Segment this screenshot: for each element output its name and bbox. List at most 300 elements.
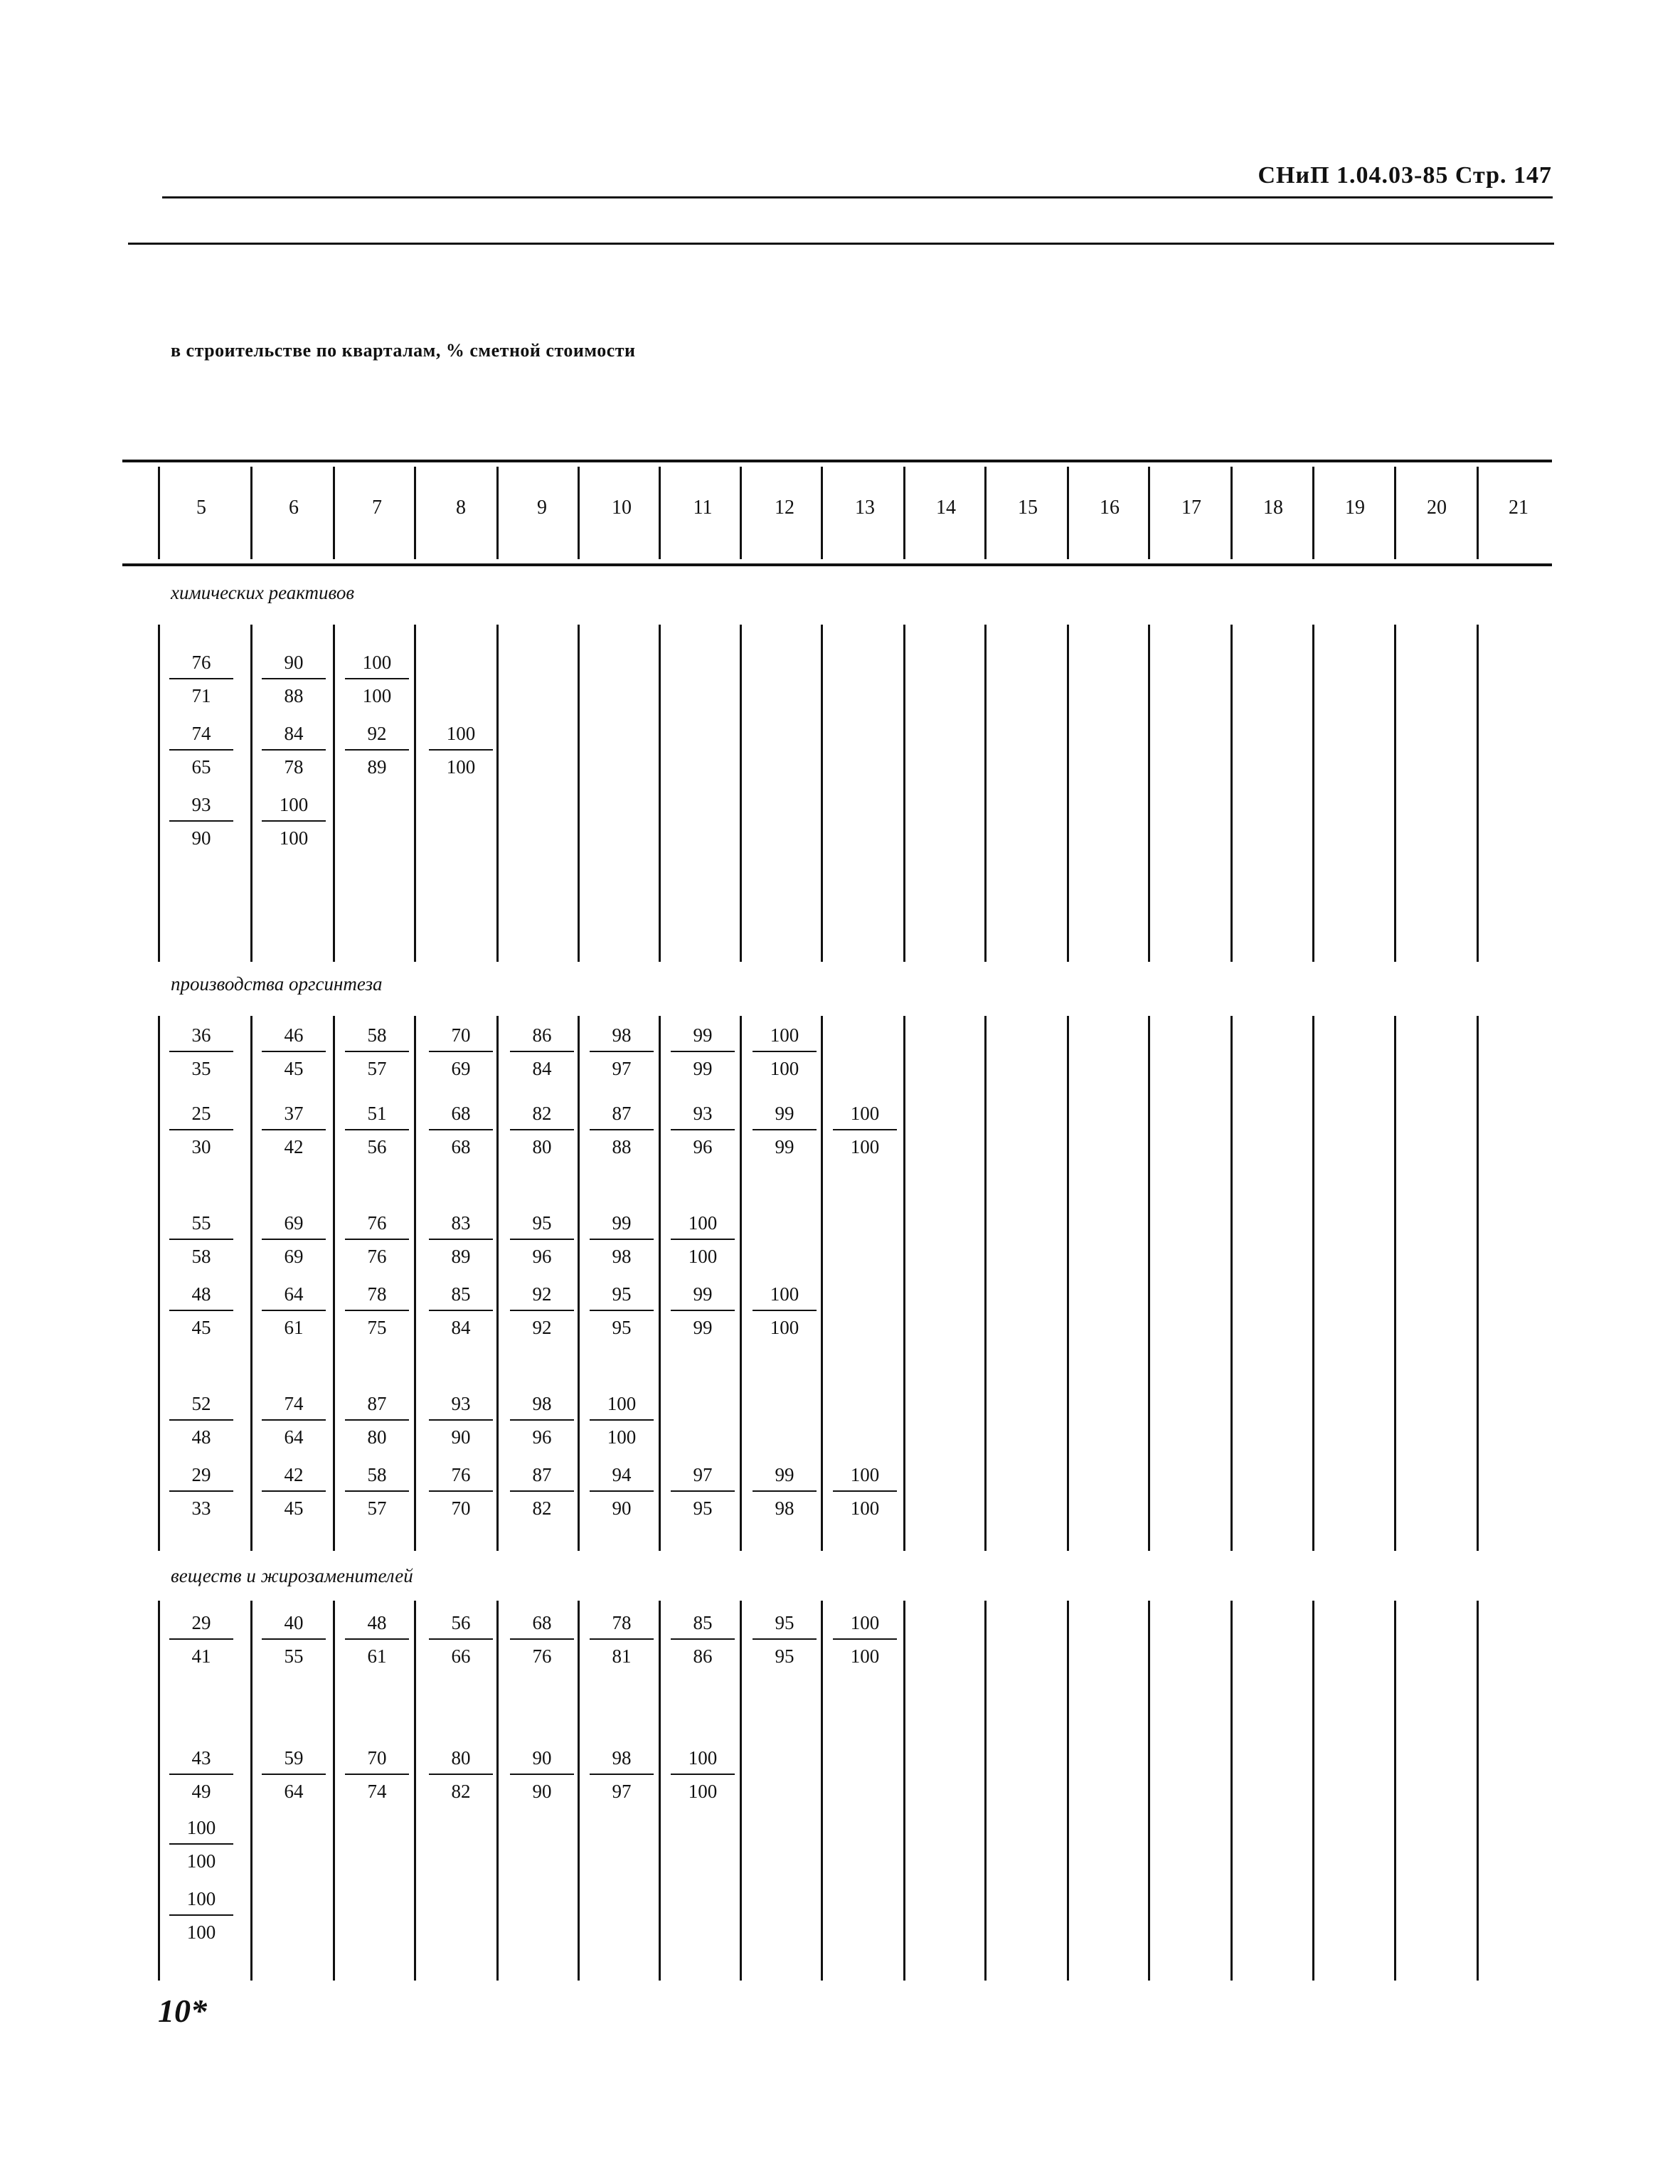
fraction-cell — [169, 1613, 233, 1666]
fraction-cell — [262, 653, 326, 706]
column-divider — [1230, 625, 1233, 962]
section-title: веществ и жирозаменителей — [171, 1565, 413, 1586]
fraction-numerator: 90 — [510, 1749, 574, 1775]
fraction-cell — [429, 1285, 493, 1337]
header-rule — [162, 196, 1553, 198]
column-divider — [821, 625, 823, 962]
fraction-numerator: 64 — [262, 1285, 326, 1311]
column-header: 7 — [372, 497, 382, 519]
fraction-numerator: 100 — [345, 653, 409, 679]
fraction-cell — [262, 795, 326, 848]
fraction-denominator: 45 — [284, 1058, 304, 1079]
fraction-denominator: 100 — [770, 1058, 799, 1079]
fraction-numerator: 92 — [510, 1285, 574, 1311]
fraction-numerator: 36 — [169, 1026, 233, 1052]
fraction-cell — [510, 1285, 574, 1337]
fraction-cell — [345, 1104, 409, 1157]
fraction-numerator: 93 — [169, 795, 233, 822]
fraction-cell — [169, 1465, 233, 1518]
fraction-denominator: 61 — [367, 1645, 387, 1667]
fraction-denominator: 99 — [693, 1317, 713, 1338]
fraction-cell — [510, 1465, 574, 1518]
column-divider — [740, 1016, 742, 1551]
fraction-numerator: 80 — [429, 1749, 493, 1775]
column-divider — [414, 625, 416, 962]
fraction-cell — [510, 1214, 574, 1266]
column-header: 14 — [936, 497, 956, 519]
column-divider — [250, 625, 252, 962]
fraction-denominator: 97 — [612, 1058, 632, 1079]
fraction-cell — [510, 1104, 574, 1157]
fraction-denominator: 100 — [688, 1781, 718, 1802]
fraction-denominator: 100 — [186, 1921, 216, 1943]
fraction-cell — [671, 1613, 735, 1666]
column-divider — [903, 467, 905, 559]
fraction-denominator: 97 — [612, 1781, 632, 1802]
fraction-cell — [429, 724, 493, 777]
fraction-numerator: 43 — [169, 1749, 233, 1775]
fraction-denominator: 82 — [532, 1497, 552, 1519]
fraction-cell — [671, 1285, 735, 1337]
column-divider — [659, 1601, 661, 1981]
column-divider — [333, 1016, 335, 1551]
column-divider — [158, 467, 160, 559]
column-divider — [984, 625, 987, 962]
fraction-denominator: 96 — [693, 1136, 713, 1157]
fraction-denominator: 100 — [688, 1246, 718, 1267]
column-divider — [1148, 625, 1150, 962]
fraction-numerator: 99 — [671, 1026, 735, 1052]
column-divider — [1312, 625, 1314, 962]
fraction-cell — [169, 1818, 233, 1871]
fraction-denominator: 45 — [191, 1317, 211, 1338]
fraction-numerator: 99 — [753, 1465, 817, 1492]
column-divider — [1394, 625, 1396, 962]
column-divider — [1148, 1601, 1150, 1981]
column-header: 13 — [855, 497, 875, 519]
fraction-denominator: 70 — [451, 1497, 471, 1519]
column-divider — [414, 1016, 416, 1551]
fraction-denominator: 95 — [693, 1497, 713, 1519]
column-divider — [333, 625, 335, 962]
column-divider — [903, 1601, 905, 1981]
fraction-numerator: 100 — [833, 1104, 897, 1130]
fraction-numerator: 76 — [345, 1214, 409, 1240]
fraction-numerator: 97 — [671, 1465, 735, 1492]
fraction-cell — [833, 1613, 897, 1666]
fraction-numerator: 52 — [169, 1394, 233, 1421]
fraction-denominator: 100 — [362, 685, 392, 706]
fraction-numerator: 29 — [169, 1465, 233, 1492]
fraction-cell — [345, 1613, 409, 1666]
column-divider — [740, 1601, 742, 1981]
fraction-cell — [169, 653, 233, 706]
table-top-rule — [122, 460, 1552, 462]
header-rule-2 — [128, 243, 1554, 245]
fraction-cell — [671, 1749, 735, 1801]
column-divider — [158, 1601, 160, 1981]
fraction-numerator: 100 — [671, 1214, 735, 1240]
section-title: химических реактивов — [171, 582, 355, 603]
column-divider — [1230, 1601, 1233, 1981]
fraction-numerator: 76 — [429, 1465, 493, 1492]
fraction-numerator: 100 — [671, 1749, 735, 1775]
fraction-numerator: 37 — [262, 1104, 326, 1130]
fraction-cell — [590, 1104, 654, 1157]
fraction-cell — [345, 1285, 409, 1337]
fraction-denominator: 84 — [451, 1317, 471, 1338]
fraction-numerator: 56 — [429, 1613, 493, 1640]
column-header: 5 — [196, 497, 206, 519]
fraction-denominator: 88 — [284, 685, 304, 706]
fraction-cell — [671, 1026, 735, 1078]
fraction-cell — [262, 1749, 326, 1801]
fraction-denominator: 81 — [612, 1645, 632, 1667]
fraction-cell — [510, 1749, 574, 1801]
fraction-denominator: 100 — [850, 1497, 880, 1519]
fraction-cell — [671, 1465, 735, 1518]
fraction-cell — [429, 1104, 493, 1157]
fraction-numerator: 100 — [833, 1613, 897, 1640]
fraction-cell — [169, 795, 233, 848]
fraction-cell — [345, 724, 409, 777]
fraction-denominator: 80 — [367, 1426, 387, 1448]
column-divider — [333, 1601, 335, 1981]
fraction-denominator: 76 — [367, 1246, 387, 1267]
section-title: производства оргсинтеза — [171, 973, 383, 995]
fraction-cell — [169, 1889, 233, 1942]
fraction-denominator: 90 — [532, 1781, 552, 1802]
fraction-numerator: 83 — [429, 1214, 493, 1240]
column-divider — [821, 1016, 823, 1551]
fraction-denominator: 86 — [693, 1645, 713, 1667]
column-divider — [158, 1016, 160, 1551]
fraction-denominator: 88 — [612, 1136, 632, 1157]
fraction-numerator: 69 — [262, 1214, 326, 1240]
fraction-denominator: 100 — [850, 1136, 880, 1157]
fraction-numerator: 85 — [671, 1613, 735, 1640]
fraction-denominator: 71 — [191, 685, 211, 706]
fraction-numerator: 95 — [590, 1285, 654, 1311]
fraction-denominator: 100 — [186, 1850, 216, 1872]
column-divider — [740, 467, 742, 559]
fraction-numerator: 46 — [262, 1026, 326, 1052]
fraction-cell — [753, 1613, 817, 1666]
fraction-denominator: 90 — [612, 1497, 632, 1519]
fraction-numerator: 51 — [345, 1104, 409, 1130]
fraction-cell — [429, 1394, 493, 1447]
column-divider — [1477, 1601, 1479, 1981]
fraction-denominator: 100 — [850, 1645, 880, 1667]
column-header: 18 — [1263, 497, 1283, 519]
fraction-cell — [345, 1394, 409, 1447]
fraction-denominator: 48 — [191, 1426, 211, 1448]
fraction-cell — [262, 1214, 326, 1266]
column-divider — [1148, 467, 1150, 559]
column-divider — [1067, 467, 1069, 559]
fraction-denominator: 35 — [191, 1058, 211, 1079]
fraction-denominator: 100 — [607, 1426, 637, 1448]
fraction-denominator: 90 — [191, 827, 211, 849]
fraction-cell — [429, 1749, 493, 1801]
fraction-numerator: 100 — [753, 1026, 817, 1052]
column-divider — [903, 1016, 905, 1551]
fraction-denominator: 75 — [367, 1317, 387, 1338]
fraction-cell — [169, 1214, 233, 1266]
fraction-cell — [262, 1394, 326, 1447]
fraction-cell — [590, 1465, 654, 1518]
fraction-numerator: 95 — [510, 1214, 574, 1240]
fraction-denominator: 66 — [451, 1645, 471, 1667]
fraction-numerator: 68 — [429, 1104, 493, 1130]
fraction-denominator: 84 — [532, 1058, 552, 1079]
fraction-denominator: 99 — [775, 1136, 794, 1157]
fraction-cell — [590, 1214, 654, 1266]
column-divider — [1230, 1016, 1233, 1551]
column-header: 17 — [1181, 497, 1201, 519]
fraction-cell — [429, 1613, 493, 1666]
column-divider — [1312, 1601, 1314, 1981]
column-divider — [1067, 625, 1069, 962]
column-header: 15 — [1018, 497, 1038, 519]
fraction-numerator: 100 — [429, 724, 493, 751]
fraction-numerator: 87 — [590, 1104, 654, 1130]
fraction-denominator: 45 — [284, 1497, 304, 1519]
column-divider — [250, 1601, 252, 1981]
fraction-denominator: 100 — [770, 1317, 799, 1338]
fraction-denominator: 64 — [284, 1781, 304, 1802]
fraction-denominator: 96 — [532, 1426, 552, 1448]
column-divider — [496, 1016, 499, 1551]
fraction-cell — [262, 1465, 326, 1518]
fraction-cell — [590, 1285, 654, 1337]
fraction-denominator: 56 — [367, 1136, 387, 1157]
column-divider — [496, 625, 499, 962]
fraction-denominator: 78 — [284, 756, 304, 778]
column-divider — [984, 1601, 987, 1981]
fraction-cell — [345, 1749, 409, 1801]
fraction-denominator: 100 — [279, 827, 309, 849]
fraction-denominator: 95 — [612, 1317, 632, 1338]
fraction-numerator: 90 — [262, 653, 326, 679]
fraction-cell — [262, 1026, 326, 1078]
column-divider — [1394, 1601, 1396, 1981]
fraction-denominator: 58 — [191, 1246, 211, 1267]
column-divider — [903, 625, 905, 962]
column-header: 6 — [289, 497, 299, 519]
fraction-denominator: 33 — [191, 1497, 211, 1519]
column-divider — [659, 467, 661, 559]
page-number: 10* — [158, 1993, 207, 2029]
fraction-numerator: 100 — [753, 1285, 817, 1311]
fraction-numerator: 98 — [590, 1026, 654, 1052]
fraction-numerator: 40 — [262, 1613, 326, 1640]
fraction-numerator: 93 — [671, 1104, 735, 1130]
fraction-cell — [753, 1104, 817, 1157]
fraction-denominator: 98 — [612, 1246, 632, 1267]
fraction-numerator: 78 — [345, 1285, 409, 1311]
column-header: 11 — [693, 497, 713, 519]
fraction-denominator: 55 — [284, 1645, 304, 1667]
column-divider — [1394, 467, 1396, 559]
fraction-denominator: 98 — [775, 1497, 794, 1519]
fraction-denominator: 69 — [284, 1246, 304, 1267]
fraction-denominator: 92 — [532, 1317, 552, 1338]
fraction-numerator: 74 — [262, 1394, 326, 1421]
fraction-numerator: 25 — [169, 1104, 233, 1130]
fraction-cell — [590, 1026, 654, 1078]
column-divider — [984, 467, 987, 559]
fraction-numerator: 100 — [169, 1889, 233, 1916]
fraction-denominator: 99 — [693, 1058, 713, 1079]
fraction-numerator: 70 — [345, 1749, 409, 1775]
fraction-numerator: 59 — [262, 1749, 326, 1775]
fraction-cell — [169, 1285, 233, 1337]
fraction-numerator: 98 — [510, 1394, 574, 1421]
fraction-numerator: 100 — [262, 795, 326, 822]
fraction-cell — [169, 1749, 233, 1801]
column-divider — [984, 1016, 987, 1551]
column-header: 16 — [1100, 497, 1120, 519]
column-divider — [821, 467, 823, 559]
fraction-denominator: 57 — [367, 1058, 387, 1079]
column-header: 8 — [456, 497, 466, 519]
fraction-denominator: 96 — [532, 1246, 552, 1267]
fraction-denominator: 76 — [532, 1645, 552, 1667]
fraction-denominator: 89 — [451, 1246, 471, 1267]
column-divider — [1148, 1016, 1150, 1551]
fraction-numerator: 99 — [671, 1285, 735, 1311]
fraction-numerator: 100 — [833, 1465, 897, 1492]
fraction-numerator: 95 — [753, 1613, 817, 1640]
fraction-cell — [262, 1285, 326, 1337]
column-divider — [578, 1016, 580, 1551]
fraction-cell — [169, 1104, 233, 1157]
fraction-numerator: 48 — [169, 1285, 233, 1311]
fraction-numerator: 92 — [345, 724, 409, 751]
column-header: 19 — [1345, 497, 1365, 519]
column-header: 12 — [775, 497, 794, 519]
fraction-numerator: 58 — [345, 1465, 409, 1492]
column-divider — [250, 467, 252, 559]
fraction-numerator: 85 — [429, 1285, 493, 1311]
fraction-numerator: 76 — [169, 653, 233, 679]
fraction-numerator: 87 — [510, 1465, 574, 1492]
fraction-cell — [590, 1749, 654, 1801]
column-header: 20 — [1427, 497, 1447, 519]
fraction-cell — [833, 1465, 897, 1518]
column-divider — [1312, 1016, 1314, 1551]
fraction-cell — [753, 1465, 817, 1518]
column-header: 21 — [1509, 497, 1529, 519]
fraction-denominator: 100 — [446, 756, 476, 778]
fraction-numerator: 74 — [169, 724, 233, 751]
fraction-cell — [429, 1214, 493, 1266]
fraction-cell — [510, 1026, 574, 1078]
column-divider — [1477, 625, 1479, 962]
column-divider — [496, 467, 499, 559]
fraction-cell — [429, 1026, 493, 1078]
fraction-numerator: 100 — [590, 1394, 654, 1421]
column-divider — [740, 625, 742, 962]
fraction-numerator: 70 — [429, 1026, 493, 1052]
fraction-denominator: 90 — [451, 1426, 471, 1448]
fraction-denominator: 69 — [451, 1058, 471, 1079]
fraction-denominator: 65 — [191, 756, 211, 778]
fraction-denominator: 82 — [451, 1781, 471, 1802]
fraction-cell — [671, 1214, 735, 1266]
fraction-numerator: 99 — [590, 1214, 654, 1240]
fraction-numerator: 58 — [345, 1026, 409, 1052]
fraction-numerator: 48 — [345, 1613, 409, 1640]
fraction-numerator: 98 — [590, 1749, 654, 1775]
fraction-cell — [345, 1214, 409, 1266]
column-divider — [1477, 1016, 1479, 1551]
column-divider — [158, 625, 160, 962]
column-divider — [578, 625, 580, 962]
fraction-cell — [510, 1394, 574, 1447]
column-divider — [1477, 467, 1479, 559]
fraction-cell — [169, 724, 233, 777]
fraction-numerator: 93 — [429, 1394, 493, 1421]
fraction-numerator: 100 — [169, 1818, 233, 1845]
column-divider — [250, 1016, 252, 1551]
page-header: СНиП 1.04.03-85 Стр. 147 — [1258, 162, 1552, 189]
column-divider — [496, 1601, 499, 1981]
fraction-denominator: 64 — [284, 1426, 304, 1448]
fraction-numerator: 55 — [169, 1214, 233, 1240]
column-divider — [414, 1601, 416, 1981]
fraction-numerator: 84 — [262, 724, 326, 751]
fraction-cell — [345, 653, 409, 706]
fraction-numerator: 29 — [169, 1613, 233, 1640]
column-divider — [333, 467, 335, 559]
fraction-cell — [169, 1026, 233, 1078]
fraction-denominator: 41 — [191, 1645, 211, 1667]
fraction-denominator: 89 — [367, 756, 387, 778]
column-divider — [659, 1016, 661, 1551]
column-divider — [578, 1601, 580, 1981]
fraction-denominator: 74 — [367, 1781, 387, 1802]
fraction-numerator: 87 — [345, 1394, 409, 1421]
column-divider — [414, 467, 416, 559]
fraction-numerator: 86 — [510, 1026, 574, 1052]
fraction-numerator: 94 — [590, 1465, 654, 1492]
fraction-denominator: 95 — [775, 1645, 794, 1667]
fraction-numerator: 42 — [262, 1465, 326, 1492]
fraction-denominator: 57 — [367, 1497, 387, 1519]
fraction-cell — [262, 1104, 326, 1157]
fraction-cell — [345, 1026, 409, 1078]
fraction-cell — [262, 1613, 326, 1666]
fraction-cell — [345, 1465, 409, 1518]
fraction-denominator: 68 — [451, 1136, 471, 1157]
fraction-numerator: 99 — [753, 1104, 817, 1130]
fraction-numerator: 68 — [510, 1613, 574, 1640]
fraction-cell — [590, 1613, 654, 1666]
table-head-rule — [122, 563, 1552, 566]
fraction-cell — [510, 1613, 574, 1666]
fraction-cell — [429, 1465, 493, 1518]
fraction-cell — [753, 1285, 817, 1337]
column-header: 9 — [537, 497, 547, 519]
fraction-numerator: 78 — [590, 1613, 654, 1640]
column-divider — [1394, 1016, 1396, 1551]
column-divider — [1067, 1601, 1069, 1981]
fraction-cell — [753, 1026, 817, 1078]
fraction-denominator: 42 — [284, 1136, 304, 1157]
fraction-cell — [833, 1104, 897, 1157]
